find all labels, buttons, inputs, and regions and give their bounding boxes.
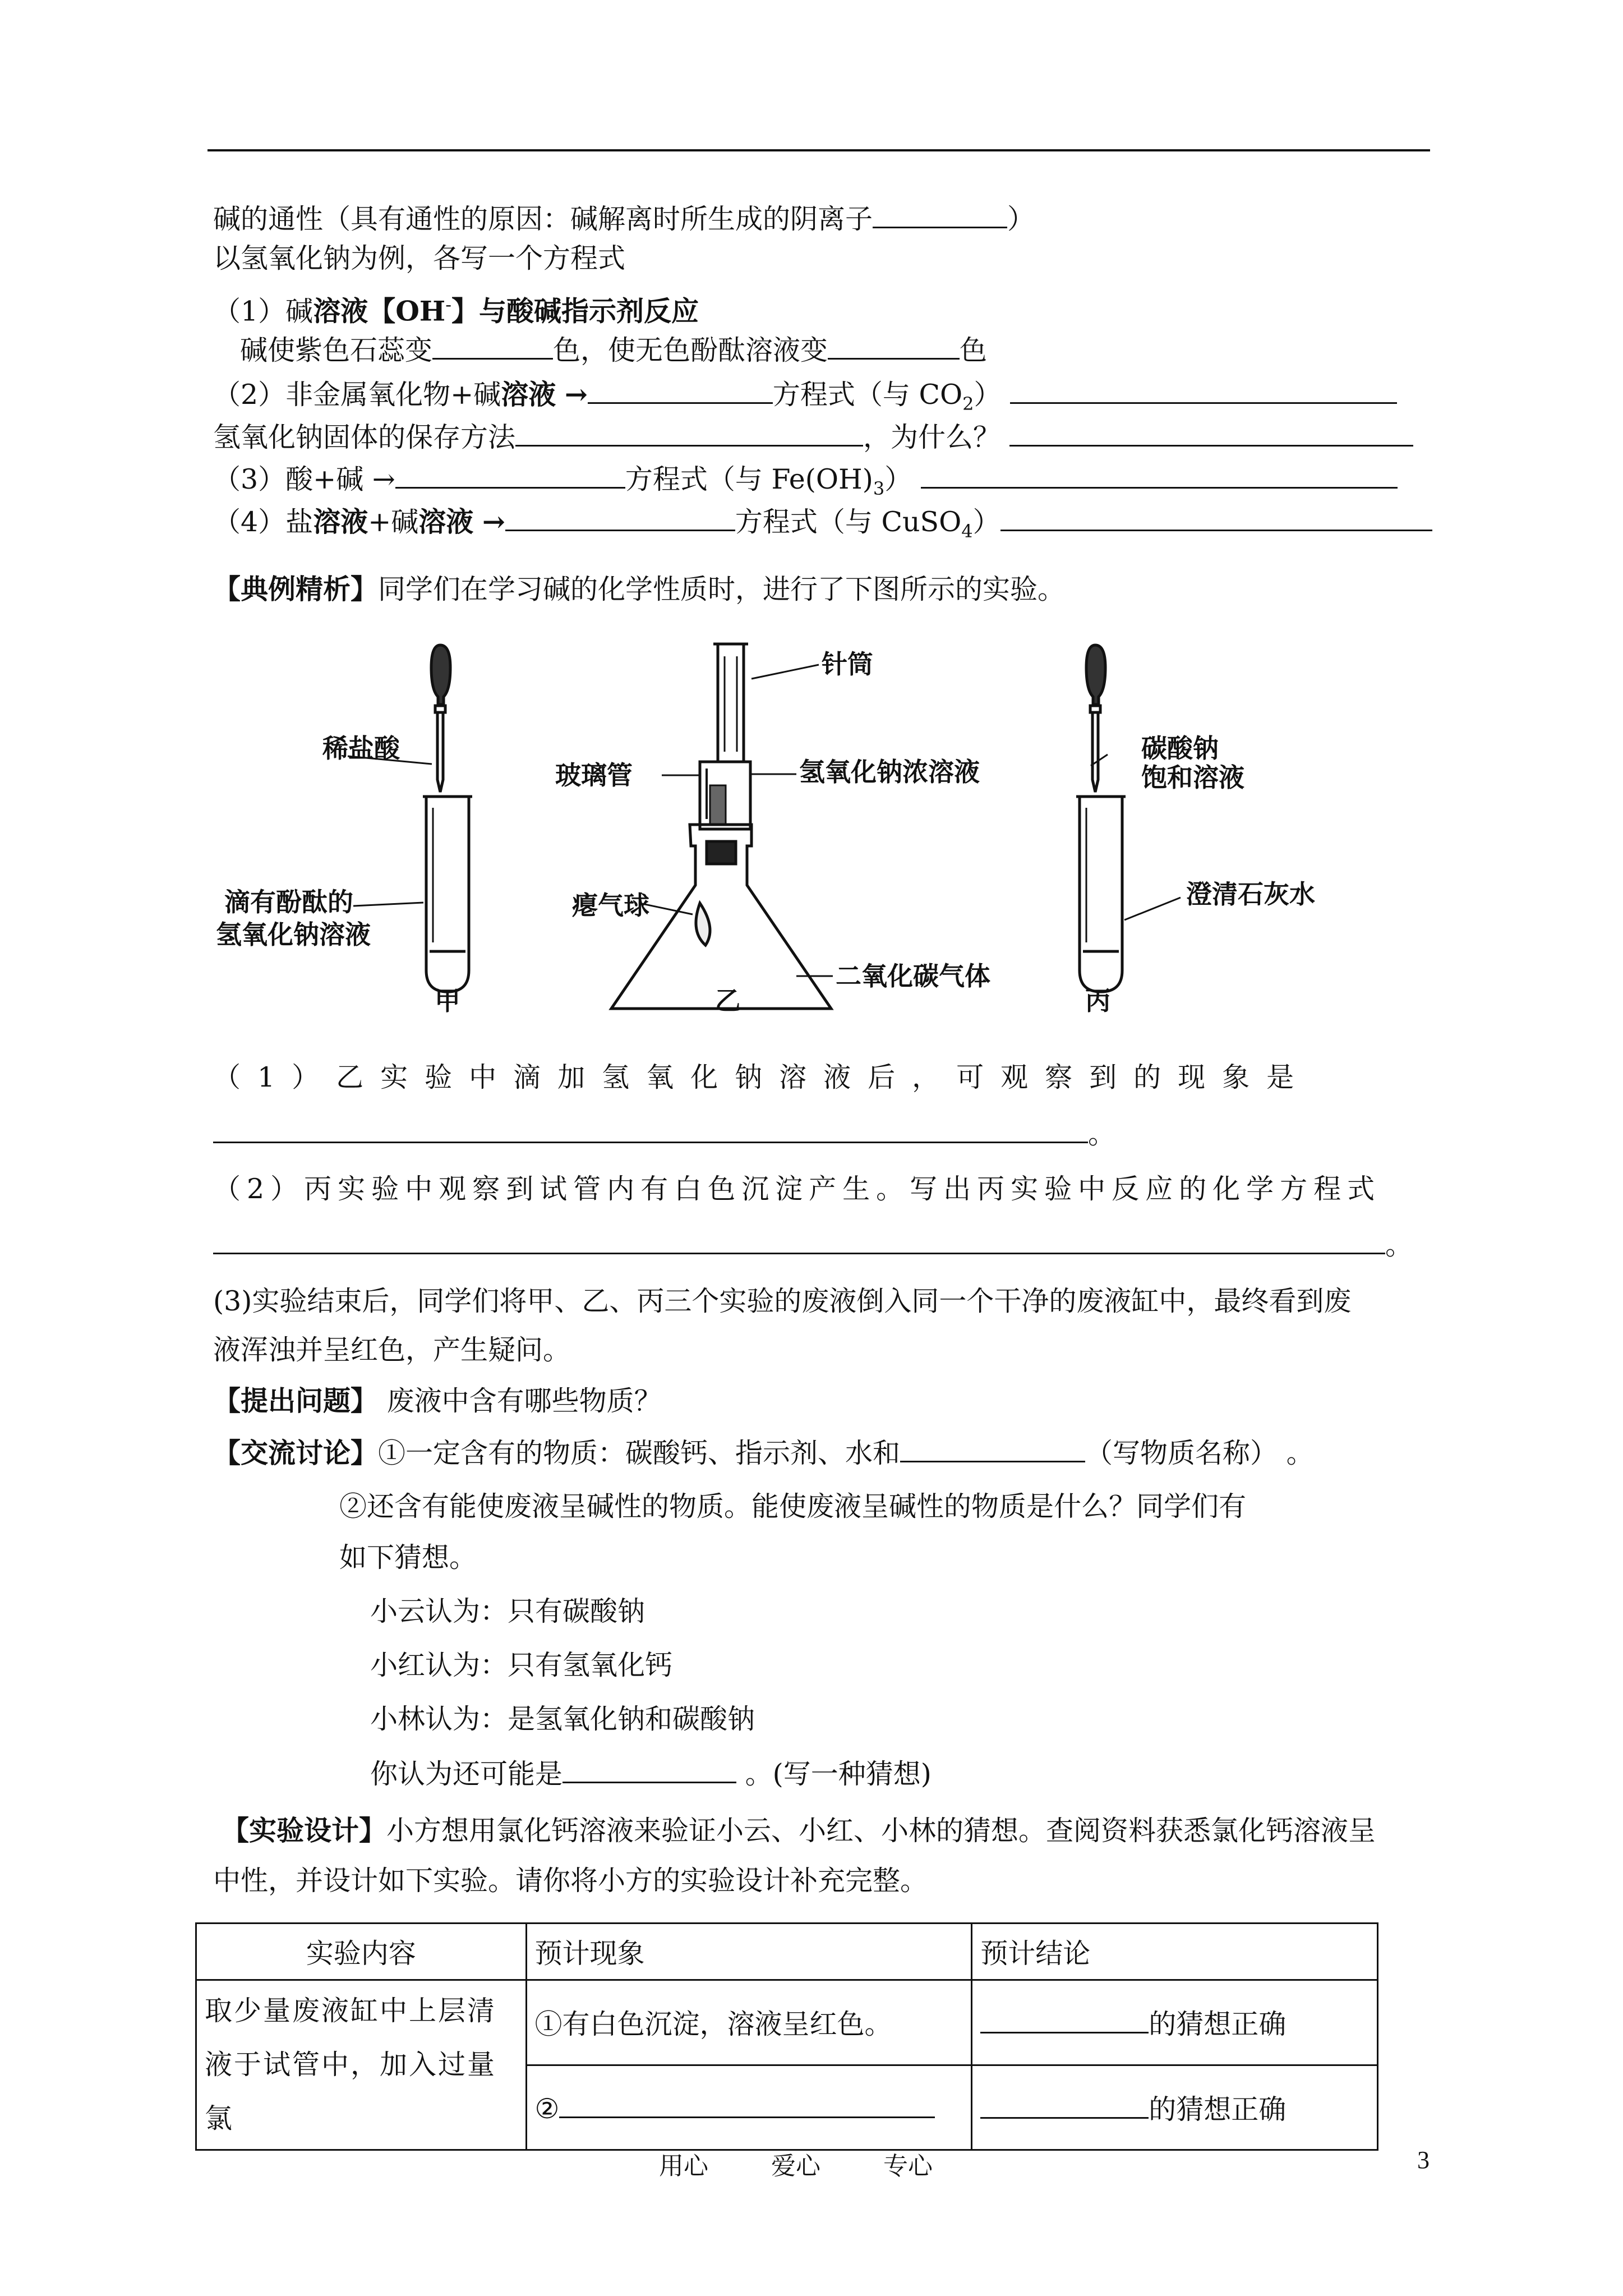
text: ） xyxy=(974,379,1002,411)
text: 的猜想正确 xyxy=(1149,2093,1287,2125)
text: (3)实验结束后，同学们将甲、乙、丙三个实验的废液倒入同一个干净的废液缸中，最终看到废 xyxy=(213,1285,1352,1317)
experiment-figure xyxy=(213,639,1436,1021)
text: ） xyxy=(1007,203,1035,235)
dropper-collar-c xyxy=(1090,706,1100,712)
text: ①有白色沉淀，溶液呈红色。 xyxy=(534,2008,892,2041)
label-glass-tube: 玻璃管 xyxy=(555,760,633,790)
label-naoh-solution: 氢氧化钠溶液 xyxy=(216,919,371,950)
text: 。 xyxy=(1088,1118,1116,1150)
design-line-2 xyxy=(213,1861,928,1901)
footer-text: 爱心 xyxy=(771,2152,820,2180)
text: → xyxy=(564,378,588,411)
instruction-line xyxy=(213,239,625,278)
naoh-liquid xyxy=(710,785,726,825)
question-2-line xyxy=(213,1170,1381,1209)
text: （2）非金属氧化物+碱 xyxy=(213,379,501,411)
table-header: 预计现象 xyxy=(526,1924,972,1980)
rubber-stopper xyxy=(707,841,736,864)
experiment-table xyxy=(195,1922,1378,2151)
guess-yours xyxy=(370,1755,932,1794)
answer-blank xyxy=(559,2090,935,2118)
text: 液浑浊并呈红色，产生疑问。 xyxy=(213,1334,571,1366)
question-3-line-a xyxy=(213,1282,1351,1321)
label-phenolphthalein: 滴有酚酞的 xyxy=(224,887,353,917)
guess-xiaohong xyxy=(370,1646,672,1685)
answer-blank xyxy=(562,1755,736,1783)
table-cell xyxy=(526,2065,972,2150)
text: → xyxy=(482,505,505,538)
answer-blank xyxy=(432,331,553,360)
table-header: 实验内容 xyxy=(196,1924,527,1980)
discussion-line xyxy=(213,1433,1314,1473)
answer-blank xyxy=(980,2090,1149,2119)
text: 4 xyxy=(961,520,973,542)
table-cell xyxy=(526,1980,972,2065)
caption-jia: 甲 xyxy=(435,986,460,1016)
text: 你认为还可能是 xyxy=(370,1758,563,1790)
label-co2: 二氧化碳气体 xyxy=(836,961,990,991)
answer-blank xyxy=(873,200,1007,228)
example-heading xyxy=(213,569,1065,609)
answer-blank xyxy=(828,331,960,360)
label-naoh-concentrated: 氢氧化钠浓溶液 xyxy=(799,757,980,787)
text: 【交流讨论】 xyxy=(213,1437,379,1469)
caption-bing: 丙 xyxy=(1085,986,1111,1016)
text: ①一定含有的物质：碳酸钙、指示剂、水和 xyxy=(378,1437,901,1469)
balloon xyxy=(696,903,710,945)
table-header: 预计结论 xyxy=(972,1924,1378,1980)
text: 溶液 xyxy=(418,505,474,538)
text: （4）盐 xyxy=(213,506,313,538)
header-rule xyxy=(208,149,1430,151)
ask-question-line xyxy=(213,1381,662,1421)
text: ，为什么？ xyxy=(863,421,1001,453)
text: +碱 xyxy=(368,506,419,538)
text: 色 xyxy=(960,334,988,366)
dropper-bulb-c xyxy=(1086,645,1105,705)
text: （2）丙实验中观察到试管内有白色沉淀产生。写出丙实验中反应的化学方程式 xyxy=(213,1173,1381,1205)
answer-blank xyxy=(395,460,625,489)
text: 废液中含有哪些物质？ xyxy=(378,1385,662,1417)
label-saturated-solution: 饱和溶液 xyxy=(1141,762,1244,793)
discussion-line-3 xyxy=(339,1538,477,1577)
text: 小林认为：是氢氧化钠和碳酸钠 xyxy=(370,1703,755,1735)
question-3-line-b xyxy=(213,1331,570,1370)
question-2-answer-line xyxy=(213,1226,1413,1265)
leader-b1 xyxy=(751,665,819,679)
text: （3）酸+碱 → xyxy=(213,463,395,495)
dropper-tube-a xyxy=(437,712,443,792)
answer-blank xyxy=(588,375,773,404)
leader-a3 xyxy=(353,903,423,906)
table-header-row xyxy=(196,1924,1378,1980)
text: 小云认为：只有碳酸钠 xyxy=(370,1595,645,1627)
answer-blank xyxy=(1009,418,1413,447)
text: 【典例精析】 xyxy=(213,573,379,605)
text: 方程式（与 Fe(OH) xyxy=(625,463,873,495)
text: 3 xyxy=(873,477,885,499)
text: 的猜想正确 xyxy=(1149,2008,1287,2041)
answer-blank xyxy=(900,1434,1085,1462)
text: 同学们在学习碱的化学性质时，进行了下图所示的实验。 xyxy=(378,573,1066,605)
text: 小红认为：只有氢氧化钙 xyxy=(370,1649,673,1681)
answer-blank xyxy=(1000,503,1432,531)
text: （1）碱 xyxy=(213,295,313,328)
item-4-line xyxy=(213,502,1432,551)
guess-xiaolin xyxy=(370,1700,755,1739)
indicator-line xyxy=(240,331,987,370)
table-cell xyxy=(972,2065,1378,2150)
text: 方程式（与 CuSO xyxy=(735,506,962,538)
answer-blank xyxy=(980,2005,1149,2033)
text: ② xyxy=(534,2093,560,2125)
label-limewater: 澄清石灰水 xyxy=(1186,879,1315,909)
text: 碱的通性（具有通性的原因：碱解离时所生成的阴离子 xyxy=(213,203,873,235)
answer-blank xyxy=(515,418,863,447)
table-row xyxy=(196,1980,1378,2065)
text: ） xyxy=(884,463,912,495)
answer-blank xyxy=(1010,375,1397,404)
text: 溶液 xyxy=(313,295,368,328)
base-properties-line xyxy=(213,200,1035,239)
question-1-line xyxy=(213,1058,1311,1097)
text: 溶液 xyxy=(313,505,368,538)
caption-yi: 乙 xyxy=(715,986,741,1016)
dropper-collar-a xyxy=(435,706,445,712)
text: 氢氧化钠固体的保存方法 xyxy=(213,421,516,453)
item-3-line xyxy=(213,460,1398,508)
text: 如下猜想。 xyxy=(339,1542,477,1573)
footer-text: 专心 xyxy=(883,2152,933,2180)
footer-text: 用心 xyxy=(659,2152,708,2180)
label-dilute-hcl: 稀盐酸 xyxy=(322,733,400,763)
answer-blank xyxy=(505,503,735,531)
leader-c3 xyxy=(1124,898,1181,920)
text: （写物质名称） 。 xyxy=(1085,1437,1314,1469)
text: - xyxy=(445,294,451,315)
text: 以氢氧化钠为例，各写一个方程式 xyxy=(213,242,626,274)
guess-xiaoyun xyxy=(370,1592,645,1631)
page-number: 3 xyxy=(1417,2146,1430,2174)
text: ②还含有能使废液呈碱性的物质。能使废液呈碱性的物质是什么？同学们有 xyxy=(339,1490,1247,1522)
syringe-barrel xyxy=(718,644,744,762)
syringe-plunger xyxy=(725,656,737,752)
answer-blank xyxy=(213,1226,1385,1254)
text: 【OH xyxy=(368,295,446,328)
text: 碱使紫色石蕊变 xyxy=(240,334,433,366)
item-2-line xyxy=(213,375,1397,424)
label-syringe: 针筒 xyxy=(822,649,873,679)
text: （1）乙实验中滴加氢氧化钠溶液后，可观察到的现象是 xyxy=(213,1061,1311,1093)
storage-line xyxy=(213,418,1413,457)
text: 2 xyxy=(962,393,974,415)
label-sodium-carbonate: 碳酸钠 xyxy=(1141,733,1219,763)
text: 溶液 xyxy=(501,378,556,411)
text: 小方想用氯化钙溶液来验证小云、小红、小林的猜想。查阅资料获悉氯化钙溶液呈 xyxy=(386,1815,1376,1847)
text: 色，使无色酚酞溶液变 xyxy=(553,334,828,366)
text: 。(写一种猜想) xyxy=(736,1758,932,1790)
discussion-line-2 xyxy=(339,1487,1246,1526)
question-1-answer-line xyxy=(213,1115,1115,1154)
text: 中性，并设计如下实验。请你将小方的实验设计补充完整。 xyxy=(213,1865,928,1897)
dropper-bulb-a xyxy=(431,645,450,705)
table-cell xyxy=(972,1980,1378,2065)
text: 。 xyxy=(1385,1229,1413,1261)
text: 【实验设计】 xyxy=(222,1814,387,1847)
text: 【提出问题】 xyxy=(213,1384,379,1417)
text: 】与酸碱指示剂反应 xyxy=(451,295,699,328)
design-line-1 xyxy=(222,1811,1376,1851)
table-cell-content: 取少量废液缸中上层清液于试管中，加入过量氯 xyxy=(196,1980,527,2150)
dropper-tube-c xyxy=(1092,712,1098,792)
label-balloon: 瘪气球 xyxy=(572,890,649,921)
text: 方程式（与 CO xyxy=(772,379,963,411)
text: ） xyxy=(972,506,1000,538)
answer-blank xyxy=(213,1115,1088,1143)
answer-blank xyxy=(921,460,1398,489)
item-1-line xyxy=(213,285,699,331)
